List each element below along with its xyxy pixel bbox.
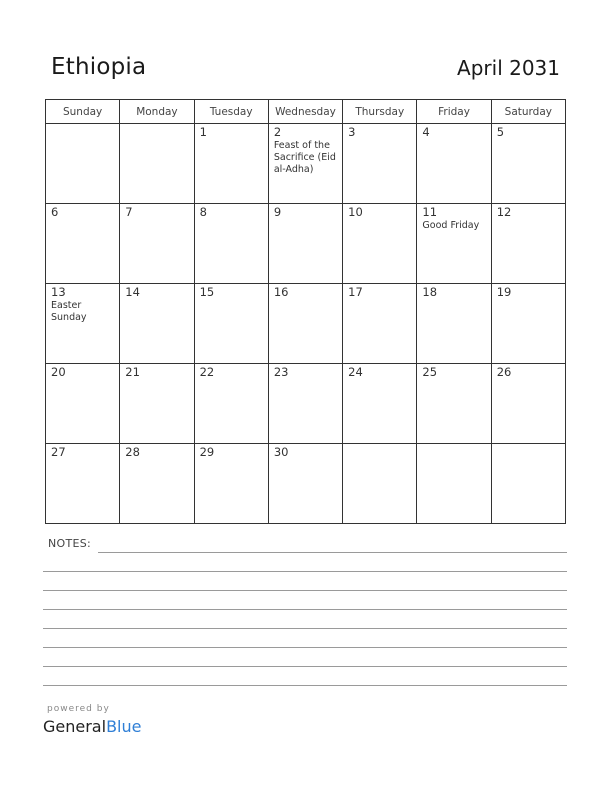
- day-cell: [120, 124, 194, 204]
- week-row: [46, 364, 566, 444]
- day-cell: [46, 124, 120, 204]
- day-cell: [417, 444, 491, 524]
- brand-blue: Blue: [106, 717, 142, 736]
- day-number: 10: [348, 205, 363, 219]
- day-cell: [46, 444, 120, 524]
- month-year-title: April 2031: [457, 56, 560, 80]
- day-number: 21: [125, 365, 140, 379]
- day-number: 27: [51, 445, 66, 459]
- day-cell: [417, 364, 491, 444]
- weekday-header: Friday: [417, 100, 491, 124]
- day-cell: [491, 124, 565, 204]
- day-number: 6: [51, 205, 59, 219]
- holiday-label: Feast of the Sacrifice (Eid al-Adha): [273, 140, 336, 175]
- notes-line: [43, 590, 567, 591]
- day-cell: [491, 444, 565, 524]
- day-cell: [343, 444, 417, 524]
- day-cell: [46, 364, 120, 444]
- holiday-label: Easter Sunday: [51, 300, 87, 323]
- day-cell: [268, 124, 342, 204]
- day-number: 26: [496, 365, 512, 379]
- day-cell: [120, 444, 194, 524]
- day-number: 22: [199, 365, 215, 379]
- day-number: 1: [199, 125, 207, 139]
- country-title: Ethiopia: [51, 54, 147, 80]
- day-cell: [194, 284, 268, 364]
- notes-line: [43, 647, 567, 648]
- calendar-grid: [45, 99, 566, 524]
- day-number: 18: [422, 285, 438, 299]
- day-number: 7: [125, 205, 133, 219]
- day-cell: [417, 204, 491, 284]
- day-number: 8: [199, 205, 207, 219]
- week-row: [46, 444, 566, 524]
- weekday-header: Saturday: [491, 100, 565, 124]
- notes-line: [43, 628, 567, 629]
- day-cell: [194, 124, 268, 204]
- notes-label: NOTES:: [48, 537, 92, 550]
- day-cell: [120, 364, 194, 444]
- day-number: 12: [496, 205, 512, 219]
- day-cell: [417, 124, 491, 204]
- powered-by-text: powered by: [47, 704, 110, 714]
- day-number: 13: [51, 285, 66, 299]
- day-number: 30: [273, 445, 289, 459]
- day-cell: [268, 284, 342, 364]
- day-number: 25: [422, 365, 438, 379]
- day-cell: [120, 284, 194, 364]
- day-cell: [46, 204, 120, 284]
- weekday-header: Wednesday: [268, 100, 342, 124]
- day-number: 28: [125, 445, 140, 459]
- weekday-header: Tuesday: [194, 100, 268, 124]
- day-cell: [120, 204, 194, 284]
- brand-logo: [43, 717, 141, 736]
- notes-line: [98, 552, 567, 553]
- day-number: 20: [51, 365, 66, 379]
- day-number: 15: [199, 285, 215, 299]
- day-cell: [491, 284, 565, 364]
- day-number: 23: [273, 365, 289, 379]
- day-cell: [194, 364, 268, 444]
- weekday-header-row: [46, 100, 566, 124]
- day-cell: [343, 124, 417, 204]
- day-number: 2: [273, 125, 282, 139]
- notes-line: [43, 609, 567, 610]
- day-number: 9: [273, 205, 282, 219]
- day-cell: [268, 364, 342, 444]
- day-cell: [343, 204, 417, 284]
- day-number: 11: [422, 205, 438, 219]
- weekday-header: Thursday: [343, 100, 417, 124]
- day-cell: [343, 364, 417, 444]
- notes-line: [43, 666, 567, 667]
- notes-line: [43, 571, 567, 572]
- day-number: 17: [348, 285, 363, 299]
- day-cell: [343, 284, 417, 364]
- day-cell: [46, 284, 120, 364]
- holiday-label: Good Friday: [422, 220, 480, 231]
- day-cell: [268, 444, 342, 524]
- week-row: [46, 124, 566, 204]
- week-row: [46, 204, 566, 284]
- day-number: 29: [199, 445, 215, 459]
- day-cell: [194, 444, 268, 524]
- day-number: 3: [348, 125, 356, 139]
- day-number: 14: [125, 285, 140, 299]
- day-cell: [194, 204, 268, 284]
- weekday-header: Monday: [120, 100, 194, 124]
- day-number: 4: [422, 125, 430, 139]
- day-number: 19: [496, 285, 512, 299]
- brand-general: General: [43, 717, 107, 736]
- day-cell: [491, 204, 565, 284]
- day-cell: [268, 204, 342, 284]
- weekday-header: Sunday: [46, 100, 120, 124]
- day-number: 16: [273, 285, 289, 299]
- day-cell: [491, 364, 565, 444]
- week-row: [46, 284, 566, 364]
- day-cell: [417, 284, 491, 364]
- day-number: 24: [348, 365, 363, 379]
- notes-line: [43, 685, 567, 686]
- day-number: 5: [496, 125, 505, 139]
